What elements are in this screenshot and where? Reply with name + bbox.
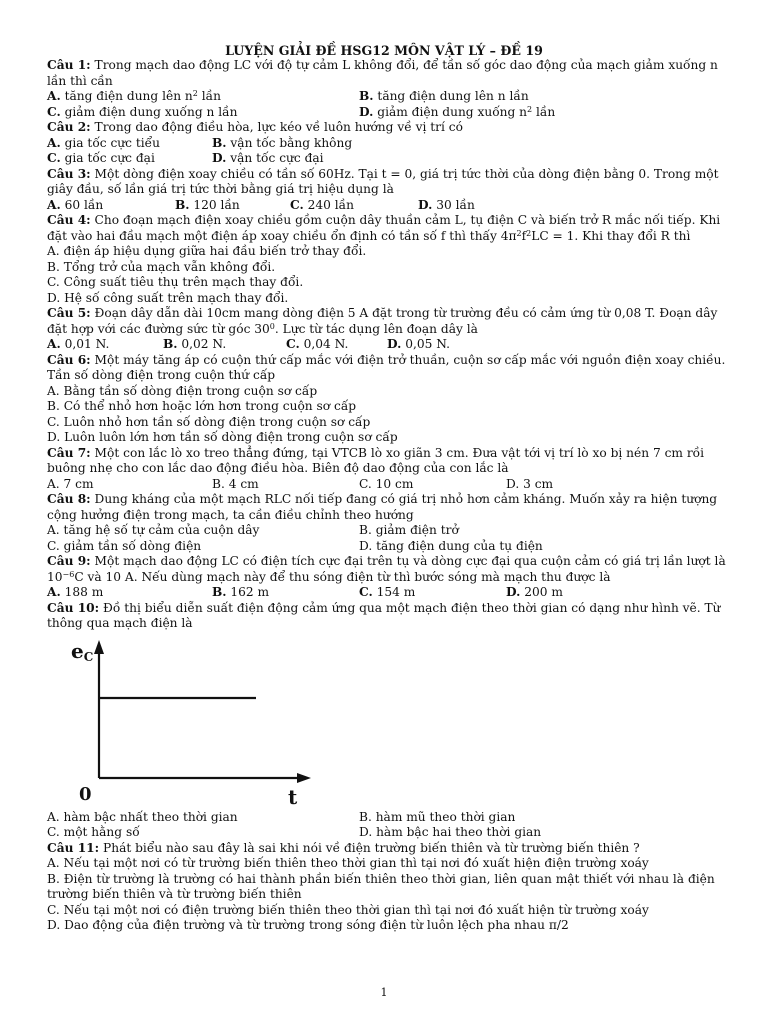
option-text: 154 m — [372, 585, 416, 599]
option-label: A. — [47, 197, 61, 212]
question-text: LC = 1. Khi thay đổi R thì — [531, 228, 691, 243]
superscript: −6 — [62, 569, 75, 579]
option-text: 30 lần — [432, 197, 475, 212]
question-7-stem — [47, 446, 727, 462]
question-11-stem — [47, 841, 727, 857]
question-5-stem — [47, 306, 727, 322]
emf-time-graph — [61, 632, 361, 810]
option-text: tăng điện dung lên n — [60, 89, 193, 103]
option-b: B. giảm điện trở — [359, 523, 459, 537]
option-label: A. — [47, 337, 61, 351]
option-b — [163, 337, 286, 353]
option-text: 0,02 N. — [177, 337, 227, 351]
question-text: Một con lắc lò xo treo thẳng đứng, tại VTCB lò xo giãn 3 cm. Đưa vật tới vị trí lò xo bị nén 7 cm rồi — [90, 445, 705, 460]
option-label: A. — [47, 585, 61, 599]
option-text: 188 m — [60, 585, 104, 599]
option-c: C. Luôn nhỏ hơn tần số dòng điện trong cuộn sơ cấp — [47, 414, 371, 429]
option-b — [212, 136, 352, 152]
question-number: Câu 6: — [47, 352, 91, 367]
question-number: Câu 10: — [47, 600, 100, 615]
option-a — [47, 585, 212, 601]
option-label: B. — [359, 89, 374, 103]
option-text-end: lần — [197, 89, 221, 103]
option-text: 120 lần — [189, 197, 240, 212]
question-3-options — [47, 198, 727, 214]
option-label: D. — [212, 151, 227, 165]
question-10-options-row2 — [47, 825, 727, 841]
question-number: Câu 9: — [47, 554, 91, 568]
question-5-stem-cont — [47, 322, 727, 338]
option-c — [47, 151, 212, 167]
question-2-options-row2 — [47, 151, 727, 167]
option-a: A. hàm bậc nhất theo thời gian — [47, 809, 238, 824]
option-label: D. — [387, 337, 402, 351]
option-label: D. — [359, 104, 374, 119]
option-text: 0,05 N. — [401, 337, 451, 351]
option-label: B. — [175, 197, 190, 212]
option-text: vận tốc bằng không — [226, 135, 353, 150]
question-8-stem — [47, 492, 727, 508]
option-d — [418, 198, 475, 214]
option-b — [212, 585, 359, 601]
origin-label: 0 — [79, 783, 92, 805]
question-7-options — [47, 477, 727, 493]
option-text-end: lần — [532, 104, 556, 119]
question-9-options — [47, 585, 727, 601]
question-text: f — [521, 228, 527, 243]
question-text: . Lực từ tác dụng lên đoạn dây là — [274, 321, 478, 336]
option-label: C. — [286, 337, 300, 351]
option-label: C. — [47, 151, 61, 165]
option-b: B. hàm mũ theo thời gian — [359, 809, 516, 824]
superscript: 0 — [269, 321, 275, 331]
superscript: 2 — [516, 228, 522, 238]
question-text: Cho đoạn mạch điện xoay chiều gồm cuộn dây thuần cảm L, tụ điện C và biến trở R mắc nối tiếp. Khi — [90, 213, 721, 227]
question-text: đặt vào hai đầu mạch một điện áp xoay chiều ổn định có tần số f thì thấy 4π — [47, 228, 517, 243]
question-number: Câu 2: — [47, 120, 91, 134]
graph-svg — [61, 632, 361, 810]
option-d: D. 3 cm — [506, 476, 554, 491]
option-a — [47, 198, 175, 214]
option-d — [387, 337, 450, 353]
question-list — [47, 58, 727, 934]
question-9-stem-cont — [47, 570, 727, 586]
page-number: 1 — [380, 986, 388, 999]
question-number: Câu 7: — [47, 445, 91, 460]
question-number: Câu 5: — [47, 306, 91, 320]
question-2-options-row1 — [47, 136, 727, 152]
option-b-cont: trường biến thiên và từ trường biến thiên — [47, 887, 302, 901]
question-10-options-row1 — [47, 810, 727, 826]
question-1-options-row1 — [47, 89, 727, 105]
question-text: Trong dao động điều hòa, lực kéo về luôn hướng về vị trí có — [90, 120, 463, 134]
option-text: 60 lần — [60, 197, 104, 212]
option-c: C. Nếu tại một nơi có điện trường biến thiên theo thời gian thì tại nơi đó xuất hiện từ trường xoáy — [47, 902, 649, 917]
question-number: Câu 11: — [47, 840, 100, 855]
option-c — [286, 337, 387, 353]
option-d: D. tăng điện dung của tụ điện — [359, 538, 543, 553]
option-text: tăng điện dung lên n lần — [373, 89, 529, 103]
option-a: A. tăng hệ số tự cảm của cuộn dây — [47, 523, 260, 537]
option-text: giảm điện dung xuống n lần — [60, 104, 238, 119]
option-text: vận tốc cực đại — [226, 151, 324, 165]
option-label: D. — [506, 585, 521, 599]
option-text: 162 m — [226, 585, 270, 599]
question-text: Đồ thị biểu diễn suất điện động cảm ứng qua một mạch điện theo thời gian có dạng như hình vẽ. Từ — [99, 600, 721, 615]
superscript: 2 — [526, 228, 532, 238]
option-text: giảm điện dung xuống n — [373, 104, 528, 119]
option-a — [47, 89, 359, 105]
question-8-stem-cont: cộng hưởng điện trong mạch, ta cần điều chỉnh theo hướng — [47, 507, 414, 522]
page-title: LUYỆN GIẢI ĐỀ HSG12 MÔN VẬT LÝ – ĐỀ 19 — [225, 43, 543, 58]
option-text: gia tốc cực tiểu — [60, 135, 160, 150]
question-8-options-row2 — [47, 539, 727, 555]
question-text: Một máy tăng áp có cuộn thứ cấp mắc với điện trở thuần, cuộn sơ cấp mắc với nguồn điện xoay chiều. — [90, 352, 726, 367]
question-text: Đoạn dây dẫn dài 10cm mang dòng điện 5 A đặt trong từ trường đều có cảm ứng từ 0,08 T. Đoạn dây — [90, 306, 718, 320]
question-1-stem-cont: lần thì cần — [47, 73, 113, 88]
question-text: Dung kháng của một mạch RLC nối tiếp đang có giá trị nhỏ hơn cảm kháng. Muốn xảy ra hiện tượng — [90, 492, 718, 506]
y-axis-label: eC — [71, 638, 94, 664]
option-d — [359, 105, 555, 121]
x-axis-arrow-icon — [297, 773, 311, 783]
question-8-options-row1 — [47, 523, 727, 539]
question-3-stem — [47, 167, 727, 183]
option-a — [47, 136, 212, 152]
option-text: 0,01 N. — [60, 337, 110, 351]
option-d — [506, 585, 563, 601]
option-b — [359, 89, 529, 105]
option-label: B. — [212, 585, 227, 599]
question-6-stem-cont: Tần số dòng điện trong cuộn thứ cấp — [47, 368, 276, 382]
question-text: 10 — [47, 569, 63, 584]
question-text: Phát biểu nào sau đây là sai khi nói về điện trường biến thiên và từ trường biến thiên ? — [99, 840, 640, 855]
option-text: gia tốc cực đại — [60, 151, 155, 165]
question-text: đặt hợp với các đường sức từ góc 30 — [47, 321, 270, 336]
question-1-options-row2 — [47, 105, 727, 121]
question-10-stem-cont: thông qua mạch điện là — [47, 616, 193, 630]
option-label: D. — [418, 197, 433, 212]
option-text: 200 m — [520, 585, 563, 599]
superscript: 2 — [192, 89, 198, 98]
option-c: C. một hằng số — [47, 825, 140, 839]
option-b: B. Điện từ trường là trường có hai thành phần biến thiên theo thời gian, liên quan mật thiết với nhau là điện — [47, 871, 715, 886]
question-text: Một mạch dao động LC có điện tích cực đại trên tụ và dòng cực đại qua cuộn cảm có giá trị lần lượt là — [90, 554, 726, 568]
question-number: Câu 4: — [47, 213, 91, 227]
question-4-stem — [47, 213, 727, 229]
question-number: Câu 1: — [47, 58, 91, 72]
option-a: A. Bằng tần số dòng điện trong cuộn sơ cấp — [47, 383, 318, 398]
question-3-stem-cont: giây đầu, số lần giá trị tức thời bằng giá trị hiệu dụng là — [47, 182, 394, 196]
option-label: B. — [212, 135, 227, 150]
question-5-options — [47, 337, 727, 353]
option-b: B. 4 cm — [212, 476, 259, 491]
question-1-stem — [47, 58, 727, 74]
question-text: Một dòng điện xoay chiều có tần số 60Hz. Tại t = 0, giá trị tức thời của dòng điện bằng 0. Trong một — [90, 166, 719, 181]
option-label: C. — [47, 104, 61, 119]
option-label: A. — [47, 89, 61, 103]
option-label: A. — [47, 135, 61, 150]
y-axis-arrow-icon — [94, 640, 104, 654]
option-b: B. Có thể nhỏ hơn hoặc lớn hơn trong cuộn sơ cấp — [47, 399, 357, 413]
option-c — [47, 105, 359, 121]
question-4-stem-cont — [47, 229, 727, 245]
option-a: A. điện áp hiệu dụng giữa hai đầu biến trở thay đổi. — [47, 244, 367, 258]
question-text: C và 10 A. Nếu dùng mạch này để thu sóng điện từ thì bước sóng mà mạch thu được là — [74, 569, 611, 584]
option-a: A. 7 cm — [47, 476, 94, 491]
question-9-stem — [47, 554, 727, 570]
option-d: D. Luôn luôn lớn hơn tần số dòng điện trong cuộn sơ cấp — [47, 430, 398, 444]
option-c: C. giảm tần số dòng điện — [47, 538, 202, 553]
x-axis-label: t — [288, 784, 298, 809]
question-6-stem — [47, 353, 727, 369]
superscript: 2 — [527, 104, 533, 114]
question-number: Câu 3: — [47, 166, 91, 181]
option-a: A. Nếu tại một nơi có từ trường biến thiên theo thời gian thì tại nơi đó xuất hiện điện trường xoáy — [47, 856, 649, 870]
option-c — [290, 198, 418, 214]
option-label: C. — [359, 585, 373, 599]
question-2-stem — [47, 120, 727, 136]
option-text: 0,04 N. — [299, 337, 349, 351]
question-7-stem-cont: buông nhẹ cho con lắc dao động điều hòa. Biên độ dao động của con lắc là — [47, 461, 509, 475]
question-text: Trong mạch dao động LC với độ tự cảm L không đổi, để tần số góc dao động của mạch giảm xuống n — [90, 58, 718, 72]
option-label: C. — [290, 197, 304, 212]
option-b — [175, 198, 290, 214]
option-c: C. Công suất tiêu thụ trên mạch thay đổi. — [47, 275, 304, 289]
option-d: D. Hệ số công suất trên mạch thay đổi. — [47, 290, 289, 305]
option-c — [359, 585, 506, 601]
option-d: D. hàm bậc hai theo thời gian — [359, 825, 542, 839]
question-10-stem — [47, 601, 727, 617]
option-text: 240 lần — [303, 197, 354, 212]
option-c: C. 10 cm — [359, 476, 414, 491]
option-d — [212, 151, 324, 167]
option-d: D. Dao động của điện trường và từ trường trong sóng điện từ luôn lệch pha nhau π/2 — [47, 918, 569, 932]
option-a — [47, 337, 163, 353]
option-b: B. Tổng trở của mạch vẫn không đổi. — [47, 259, 276, 274]
question-number: Câu 8: — [47, 492, 91, 506]
option-label: B. — [163, 337, 178, 351]
